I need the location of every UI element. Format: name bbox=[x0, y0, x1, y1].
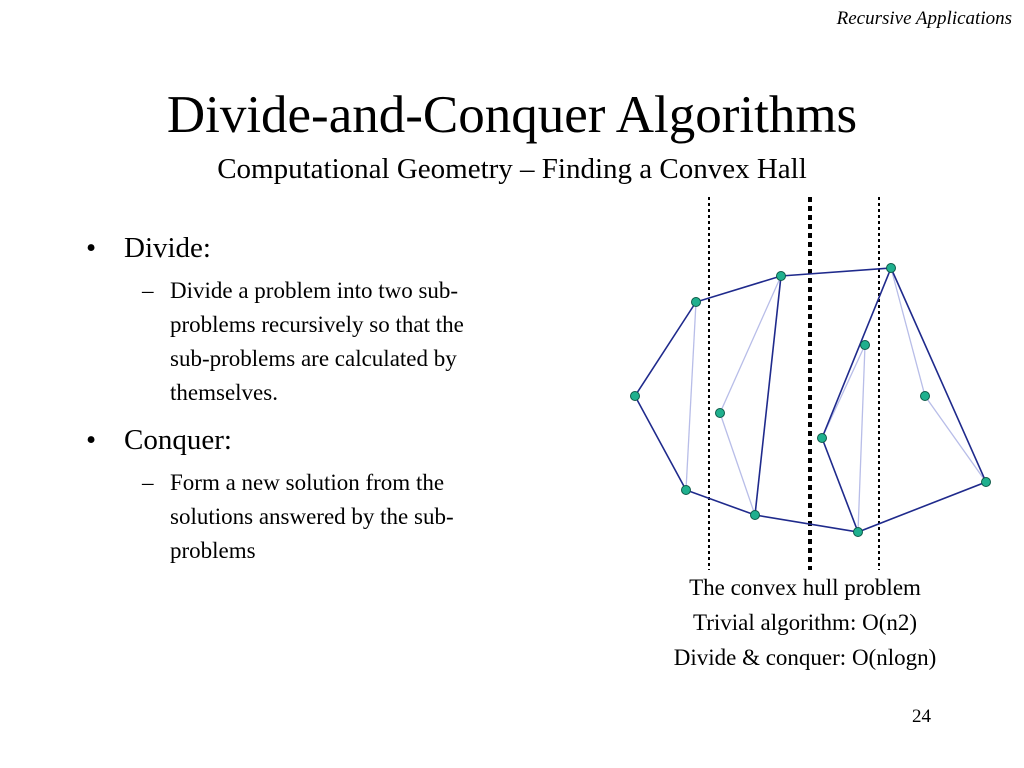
slide-title: Divide-and-Conquer Algorithms bbox=[166, 86, 858, 144]
sub-bullet-marker: – bbox=[142, 470, 154, 495]
point bbox=[854, 528, 863, 537]
sub-bullet-text: Form a new solution from the solutions answered by the sub-problems bbox=[170, 470, 454, 563]
bullet-label: Conquer: bbox=[124, 424, 232, 456]
caption-line: Divide & conquer: O(nlogn) bbox=[673, 645, 937, 670]
caption-line: The convex hull problem bbox=[689, 575, 921, 600]
point bbox=[682, 486, 691, 495]
slide-subtitle: Computational Geometry – Finding a Convex Hall bbox=[217, 153, 807, 185]
sub-bullet-marker: – bbox=[142, 278, 154, 303]
bullet-marker: • bbox=[86, 232, 97, 264]
point bbox=[777, 272, 786, 281]
point bbox=[716, 409, 725, 418]
point bbox=[982, 478, 991, 487]
point bbox=[631, 392, 640, 401]
point bbox=[818, 434, 827, 443]
page-number: 24 bbox=[912, 706, 931, 727]
point bbox=[751, 511, 760, 520]
bullet-label: Divide: bbox=[124, 232, 211, 264]
diagram-caption bbox=[604, 570, 1006, 675]
point bbox=[692, 298, 701, 307]
sub-hull-edges bbox=[686, 268, 986, 532]
point bbox=[861, 341, 870, 350]
bullet-marker: • bbox=[86, 424, 97, 456]
sub-bullet-text: Divide a problem into two sub-problems recursively so that the sub-problems are calculated by themselves. bbox=[170, 278, 464, 405]
header-note: Recursive Applications bbox=[836, 8, 1012, 29]
point bbox=[921, 392, 930, 401]
point bbox=[887, 264, 896, 273]
caption-line: Trivial algorithm: O(n2) bbox=[692, 610, 918, 635]
